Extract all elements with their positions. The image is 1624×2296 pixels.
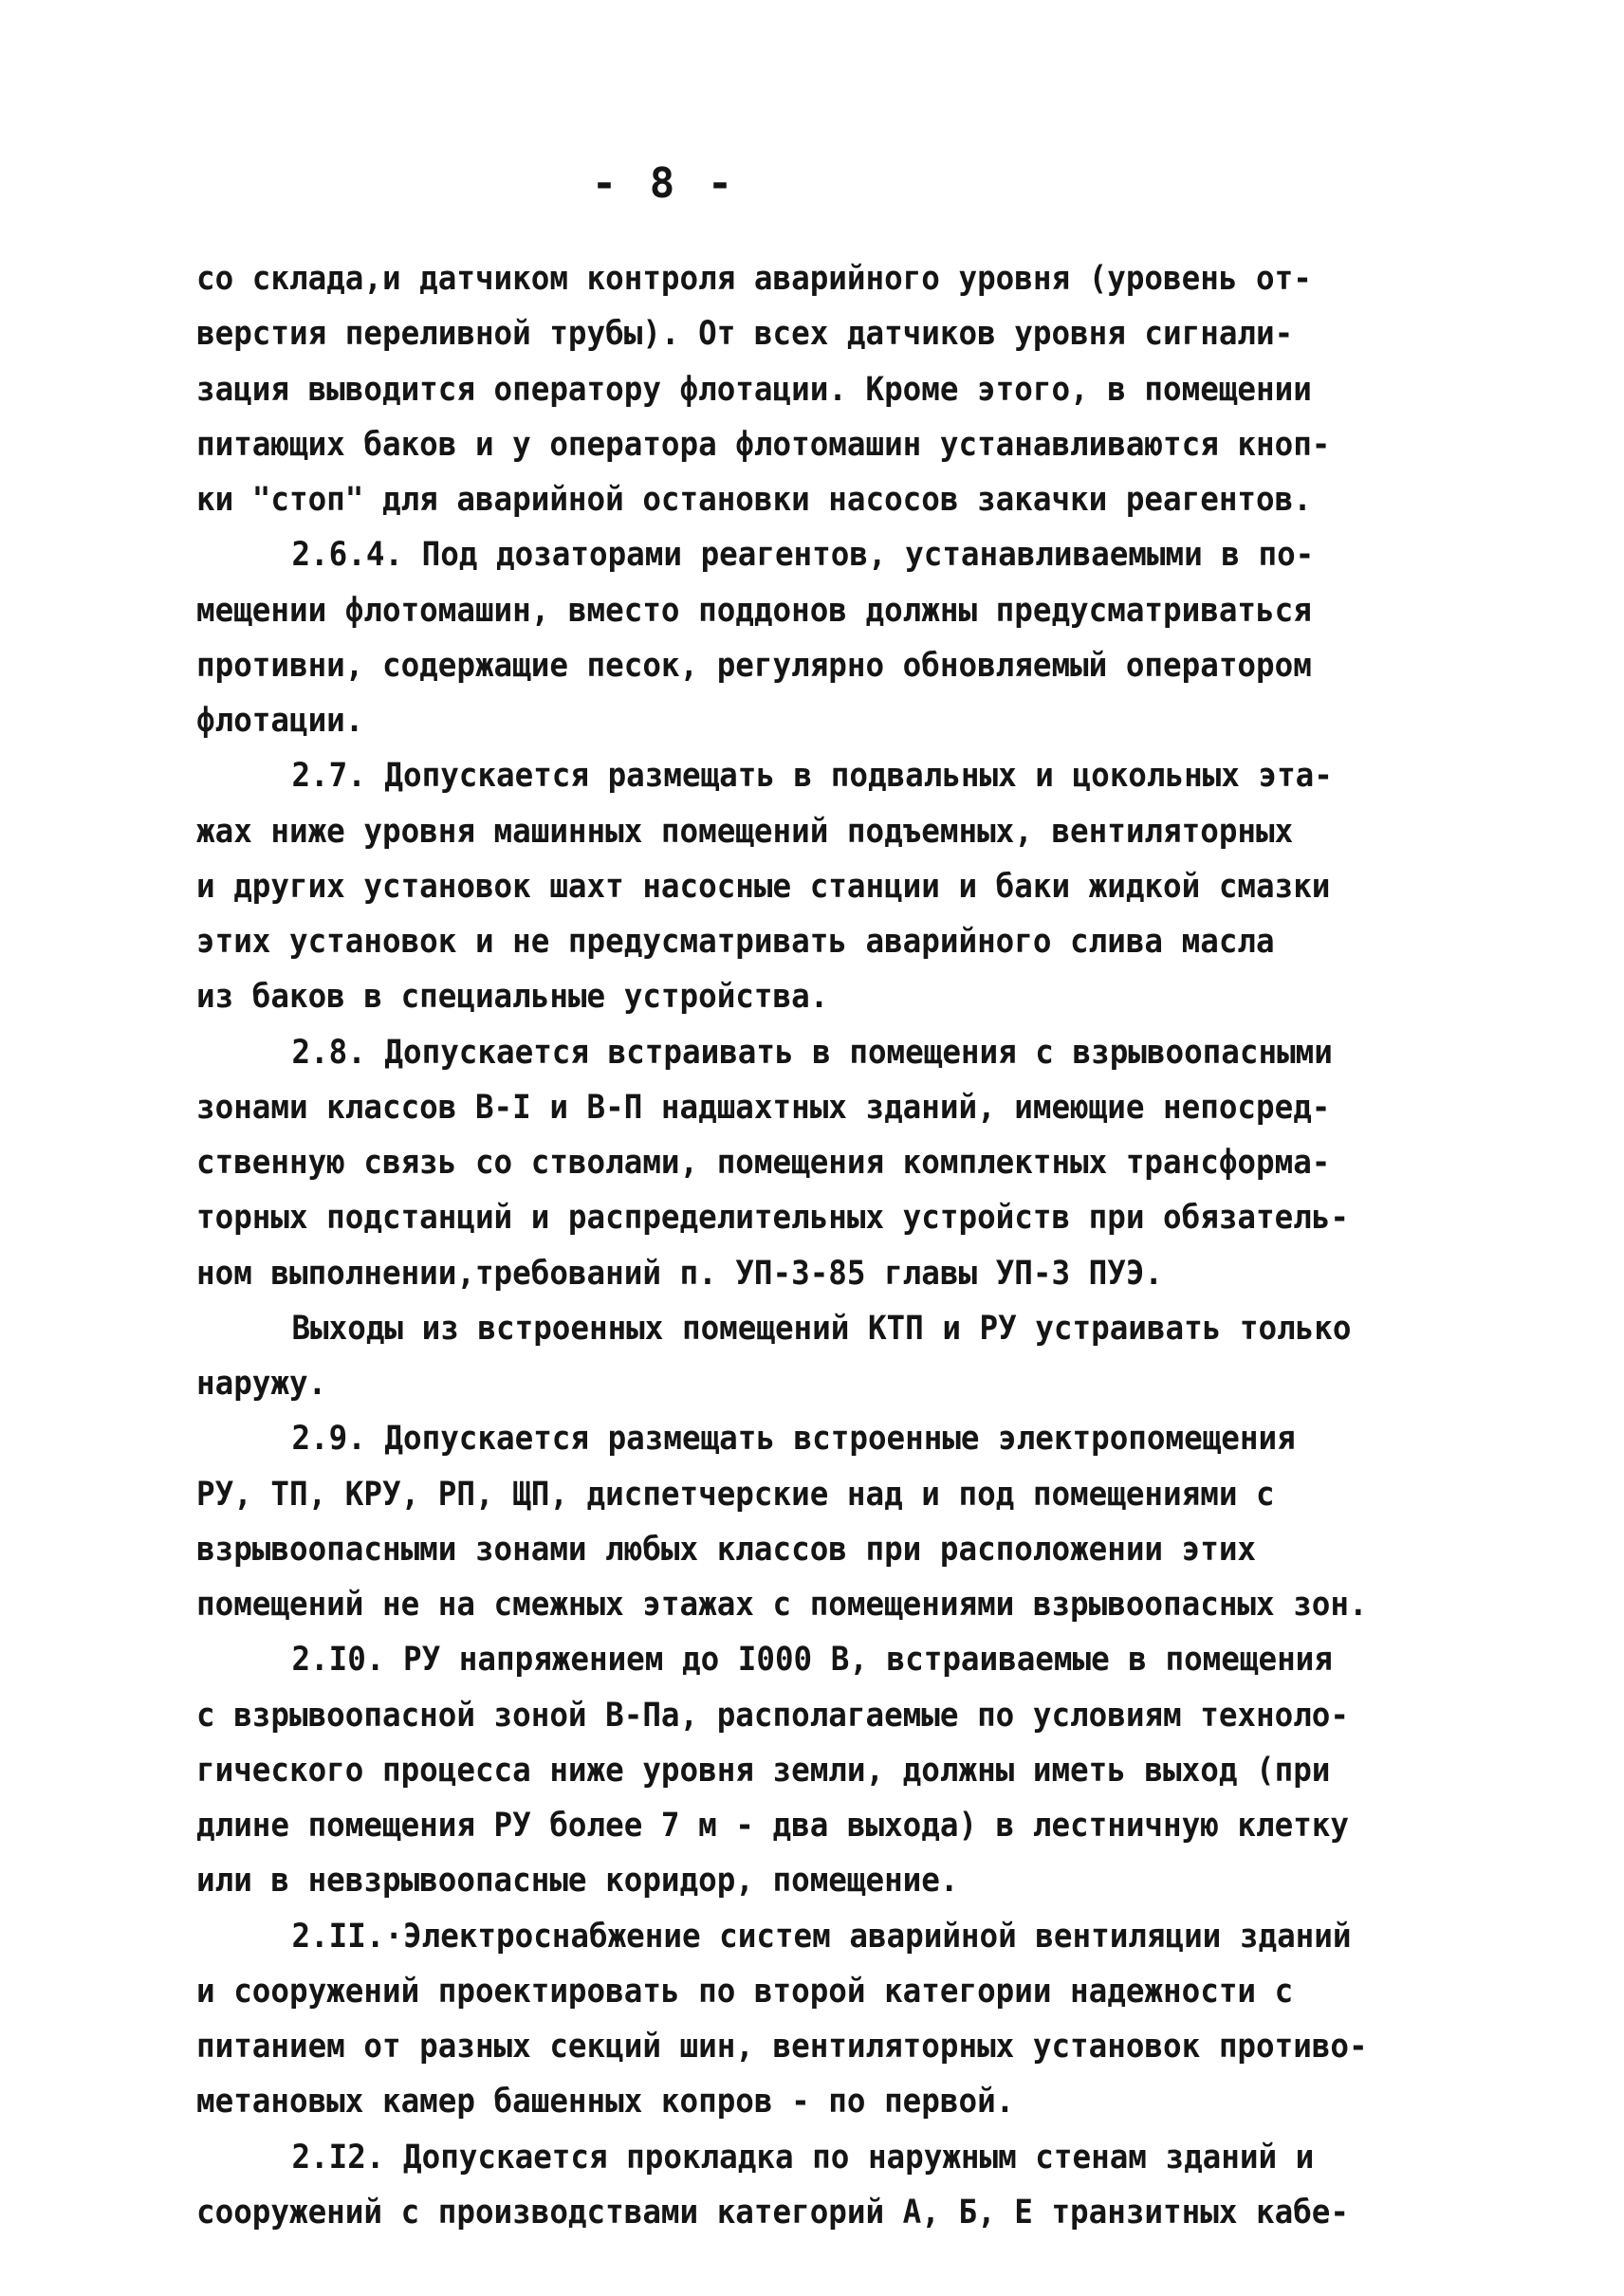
text-line: и сооружений проектировать по второй категории надежности с [196,1972,1294,2011]
text-line: РУ, ТП, КРУ, РП, ЩП, диспетчерские над и под помещениями с [196,1475,1275,1514]
body-text [196,251,1458,2240]
text-line: верстия переливной трубы). От всех датчиков уровня сигнали- [196,315,1294,354]
text-line: ственную связь со стволами, помещения комплектных трансформа- [196,1144,1331,1182]
text-line: мещении флотомашин, вместо поддонов должны предусматриваться [196,591,1312,630]
text-line: метановых камер башенных копров - по первой. [196,2083,1015,2122]
page-number: - 8 - [591,159,737,208]
paragraph-start-line: 2.7. Допускается размещать в подвальных и цокольных эта- [291,757,1333,796]
text-line: торных подстанций и распределительных устройств при обязатель- [196,1199,1350,1238]
text-line: питанием от разных секций шин, вентиляторных установок противо- [196,2028,1368,2066]
text-line: сооружений с производствами категорий А, Б, Е транзитных кабе- [196,2193,1350,2232]
text-line: противни, содержащие песок, регулярно обновляемый оператором [196,646,1312,685]
paragraph-start-line: 2.I2. Допускается прокладка по наружным стенам зданий и [291,2138,1315,2177]
text-line: питающих баков и у оператора флотомашин устанавливаются кноп- [196,425,1331,464]
text-line: наружу. [196,1365,327,1403]
text-line: из баков в специальные устройства. [196,978,829,1017]
text-line: зонами классов В-I и В-П надшахтных зданий, имеющие непосред- [196,1088,1331,1127]
text-line: жах ниже уровня машинных помещений подъемных, вентиляторных [196,812,1294,851]
text-line: и других установок шахт насосные станции и баки жидкой смазки [196,867,1331,906]
text-line: взрывоопасными зонами любых классов при расположении этих [196,1530,1257,1569]
text-line: этих установок и не предусматривать аварийного слива масла [196,923,1275,961]
text-line: помещений не на смежных этажах с помещениями взрывоопасных зон. [196,1586,1368,1624]
text-line: ки "стоп" для аварийной остановки насосов закачки реагентов. [196,481,1312,519]
text-line: ном выполнении,требований п. УП-3-85 главы УП-3 ПУЭ. [196,1254,1164,1293]
paragraph-start-line: 2.8. Допускается встраивать в помещения с взрывоопасными [291,1033,1333,1072]
paragraph-start-line: 2.6.4. Под дозаторами реагентов, устанавливаемыми в по- [291,536,1315,575]
paragraph-start-line: 2.II.·Электроснабжение систем аварийной вентиляции зданий [291,1917,1352,1956]
text-line: с взрывоопасной зоной В-Па, располагаемые по условиям техноло- [196,1696,1350,1735]
paragraph-start-line: 2.I0. РУ напряжением до I000 В, встраиваемые в помещения [291,1641,1333,1680]
text-line: длине помещения РУ более 7 м - два выхода) в лестничную клетку [196,1807,1350,1845]
text-line: со склада,и датчиком контроля аварийного уровня (уровень от- [196,260,1312,298]
text-line: или в невзрывоопасные коридор, помещение. [196,1862,959,1901]
text-line: зация выводится оператору флотации. Кроме этого, в помещении [196,370,1312,409]
paragraph-start-line: 2.9. Допускается размещать встроенные электропомещения [291,1420,1296,1459]
paragraph-start-line: Выходы из встроенных помещений КТП и РУ устраивать только [291,1309,1352,1348]
text-line: гического процесса ниже уровня земли, должны иметь выход (при [196,1751,1331,1790]
text-line: флотации. [196,702,364,740]
